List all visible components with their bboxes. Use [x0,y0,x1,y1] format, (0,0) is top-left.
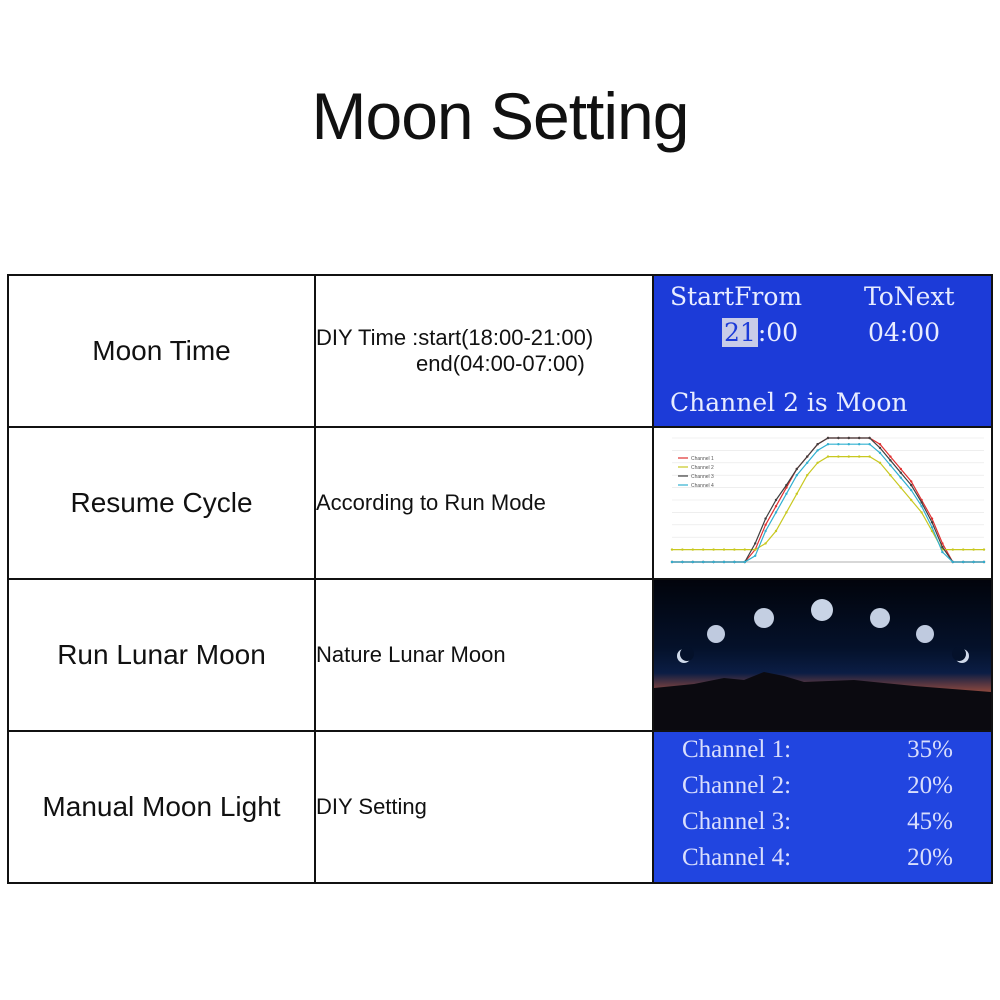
cycle-chart-svg [654,428,991,578]
desc-line: DIY Time :start(18:00-21:00) [316,325,594,350]
table-row [8,427,992,579]
lcd-status: Channel 2 is Moon [670,388,908,417]
data-point [952,548,954,550]
data-point [848,455,850,457]
channel-value: 35% [907,736,953,763]
data-point [889,459,891,461]
data-point [806,474,808,476]
channel-name: Channel 3: [682,808,792,835]
data-point [983,561,985,563]
data-point [681,548,683,550]
data-point [775,499,777,501]
data-point [806,455,808,457]
moon-phases-image [653,579,992,731]
data-point [889,474,891,476]
channel-name: Channel 2: [682,772,792,799]
lcd-header-start: StartFrom [670,282,803,311]
channel-row [682,808,953,836]
data-point [827,437,829,439]
legend-label: Channel 4 [691,483,714,489]
lcd-next-time: 04:00 [868,318,941,347]
data-point [941,546,943,548]
channel-row [682,736,953,764]
data-point [754,555,756,557]
data-point [764,517,766,519]
data-point [910,489,912,491]
data-point [858,437,860,439]
data-point [837,455,839,457]
data-point [962,561,964,563]
channel-name: Channel 1: [682,736,792,763]
data-point [827,455,829,457]
data-point [900,468,902,470]
data-point [952,561,954,563]
data-point [879,462,881,464]
row-desc-manual-moon-light: DIY Setting [315,731,653,883]
data-point [858,443,860,445]
data-point [910,499,912,501]
data-point [879,452,881,454]
data-point [900,476,902,478]
data-point [733,561,735,563]
data-point [681,561,683,563]
data-point [764,542,766,544]
channel-value: 45% [907,808,953,835]
data-point [723,561,725,563]
data-point [910,480,912,482]
settings-table [7,274,993,884]
data-point [744,561,746,563]
data-point [764,524,766,526]
data-point [692,561,694,563]
data-point [962,548,964,550]
data-point [796,468,798,470]
row-desc-run-lunar-moon: Nature Lunar Moon [315,579,653,731]
row-label-resume-cycle: Resume Cycle [8,427,315,579]
data-point [775,505,777,507]
data-point [733,548,735,550]
data-point [868,443,870,445]
data-point [816,449,818,451]
data-point [816,443,818,445]
data-point [941,551,943,553]
data-point [879,447,881,449]
table-row [8,275,992,427]
channel-value: 20% [907,844,953,871]
data-point [671,561,673,563]
data-point [723,548,725,550]
data-point [837,443,839,445]
data-point [900,472,902,474]
legend-label: Channel 1 [691,456,714,462]
desc-line: end(04:00-07:00) [416,351,585,376]
data-point [671,548,673,550]
lcd-header-next: ToNext [864,282,955,311]
data-point [983,548,985,550]
lcd-time-panel [653,275,992,427]
data-point [889,464,891,466]
data-point [837,437,839,439]
legend-label: Channel 3 [691,474,714,480]
data-point [920,511,922,513]
channel-row [682,772,953,800]
data-point [712,561,714,563]
data-point [764,530,766,532]
data-point [692,548,694,550]
data-point [889,455,891,457]
channel-name: Channel 4: [682,844,792,871]
data-point [879,443,881,445]
data-point [744,548,746,550]
lcd-start-hour: 21 [724,318,756,347]
data-point [796,474,798,476]
row-label-manual-moon-light: Manual Moon Light [8,731,315,883]
data-point [785,484,787,486]
row-desc-resume-cycle: According to Run Mode [315,427,653,579]
data-point [775,511,777,513]
lcd-channel-panel [653,731,992,883]
data-point [910,484,912,486]
page-title: Moon Setting [311,79,689,153]
data-point [816,462,818,464]
data-point [775,530,777,532]
moon-phases-sky [654,580,991,730]
lcd-start-minutes: :00 [757,318,799,347]
data-point [920,505,922,507]
data-point [796,493,798,495]
data-point [827,443,829,445]
data-point [900,486,902,488]
data-point [972,561,974,563]
channel-row [682,844,953,872]
data-point [868,437,870,439]
data-point [920,501,922,503]
data-point [858,455,860,457]
channel-value: 20% [907,772,953,799]
data-point [931,526,933,528]
data-point [702,548,704,550]
series-line-4 [672,444,984,562]
data-point [848,443,850,445]
row-label-run-lunar-moon: Run Lunar Moon [8,579,315,731]
data-point [785,493,787,495]
data-point [785,511,787,513]
legend-label: Channel 2 [691,465,714,471]
table-row [8,579,992,731]
data-point [712,548,714,550]
data-point [806,462,808,464]
data-point [868,455,870,457]
cycle-chart [653,427,992,579]
lcd-start-time [722,318,798,347]
data-point [754,542,756,544]
row-label-moon-time: Moon Time [8,275,315,427]
data-point [931,521,933,523]
data-point [848,437,850,439]
data-point [754,548,756,550]
data-point [702,561,704,563]
table-row [8,731,992,883]
data-point [972,548,974,550]
row-desc-moon-time [315,275,653,427]
